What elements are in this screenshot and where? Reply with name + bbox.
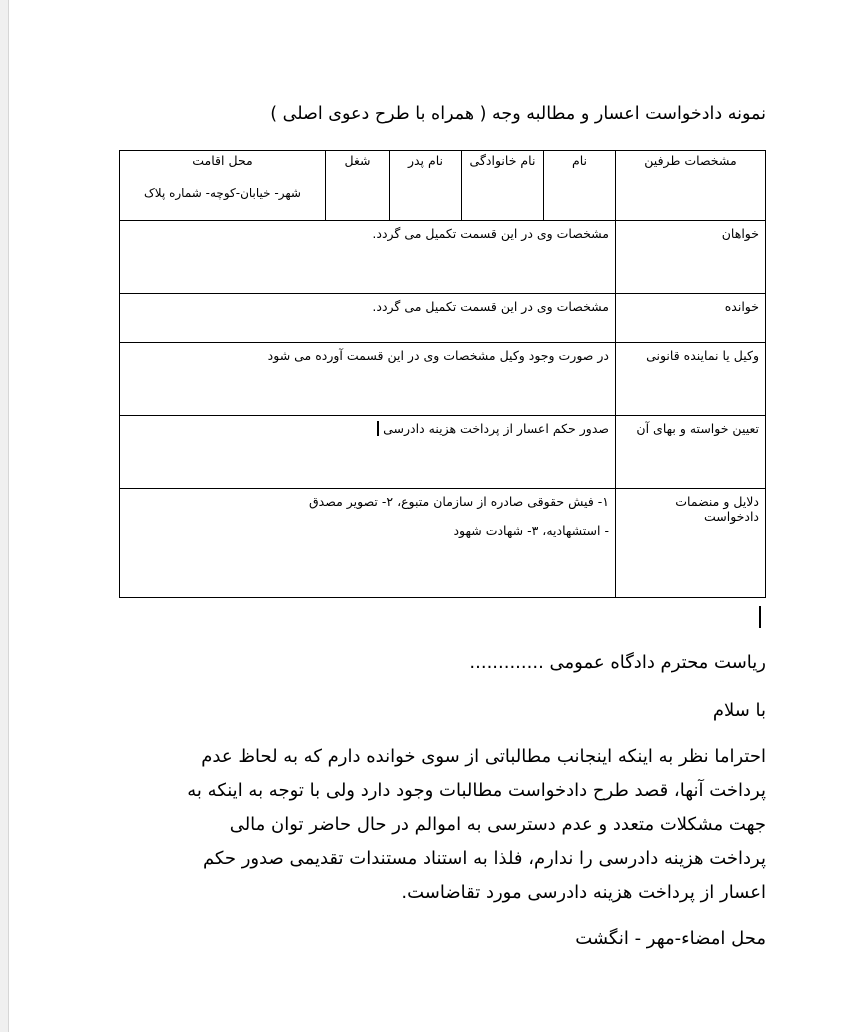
lawyer-text: در صورت وجود وکیل مشخصات وی در این قسمت آورده می شود: [267, 348, 609, 363]
body-line: جهت مشکلات متعدد و عدم دسترسی به اموالم در حال حاضر توان مالی: [229, 814, 766, 835]
row-content-plaintiff: [120, 221, 616, 294]
body-line: اعسار از پرداخت هزینه دادرسی مورد تقاضاست.: [401, 882, 766, 903]
header-occupation: شغل: [326, 151, 390, 221]
table-row: [120, 416, 766, 489]
signature-line: محل امضاء-مهر - انگشت: [575, 928, 766, 949]
row-label-defendant: خوانده: [616, 294, 766, 343]
petition-table: [119, 150, 766, 598]
plaintiff-text: مشخصات وی در این قسمت تکمیل می گردد.: [372, 226, 609, 241]
document-page: [8, 0, 855, 1032]
document-title: نمونه دادخواست اعسار و مطالبه وجه ( همراه با طرح دعوی اصلی ): [270, 104, 766, 124]
row-label-lawyer: وکیل یا نماینده قانونی: [616, 343, 766, 416]
table-row: [120, 294, 766, 343]
row-content-evidence: [120, 489, 616, 598]
table-row: [120, 343, 766, 416]
header-surname: نام خانوادگی: [462, 151, 544, 221]
evidence-line-1: ۱- فیش حقوقی صادره از سازمان متبوع، ۲- تصویر مصدق: [308, 494, 609, 509]
row-label-claim: تعیین خواسته و بهای آن: [616, 416, 766, 489]
letter-salutation: ریاست محترم دادگاه عمومی .............: [469, 652, 766, 673]
table-header-row: [120, 151, 766, 221]
claim-text: صدور حکم اعسار از پرداخت هزینه دادرسی: [377, 421, 609, 436]
header-father-name: نام پدر: [390, 151, 462, 221]
defendant-text: مشخصات وی در این قسمت تکمیل می گردد.: [372, 299, 609, 314]
text-cursor: [759, 606, 761, 628]
table-row: [120, 489, 766, 598]
header-name: نام: [544, 151, 616, 221]
row-label-plaintiff: خواهان: [616, 221, 766, 294]
row-content-lawyer: [120, 343, 616, 416]
row-content-claim: [120, 416, 616, 489]
header-parties: مشخصات طرفین: [616, 151, 766, 221]
body-line: پرداخت آنها، قصد طرح دادخواست مطالبات وجود دارد ولی با توجه به اینکه به: [187, 780, 766, 801]
body-line: پرداخت هزینه دادرسی را ندارم، فلذا به استناد مستندات تقدیمی صدور حکم: [202, 848, 766, 869]
table-row: [120, 221, 766, 294]
header-residence-label: محل اقامت: [192, 153, 253, 168]
body-line: احتراما نظر به اینکه اینجانب مطالباتی از سوی خوانده دارم که به لحاظ عدم: [201, 746, 766, 767]
residence-value: شهر- خیابان-کوچه- شماره پلاک: [144, 186, 301, 200]
letter-greeting: با سلام: [712, 700, 766, 721]
letter-body: [106, 740, 766, 910]
header-residence: [120, 151, 326, 221]
row-content-defendant: [120, 294, 616, 343]
row-label-evidence: دلایل و منضمات دادخواست: [616, 489, 766, 598]
evidence-line-2: - استشهادیه، ۳- شهادت شهود: [453, 523, 609, 538]
